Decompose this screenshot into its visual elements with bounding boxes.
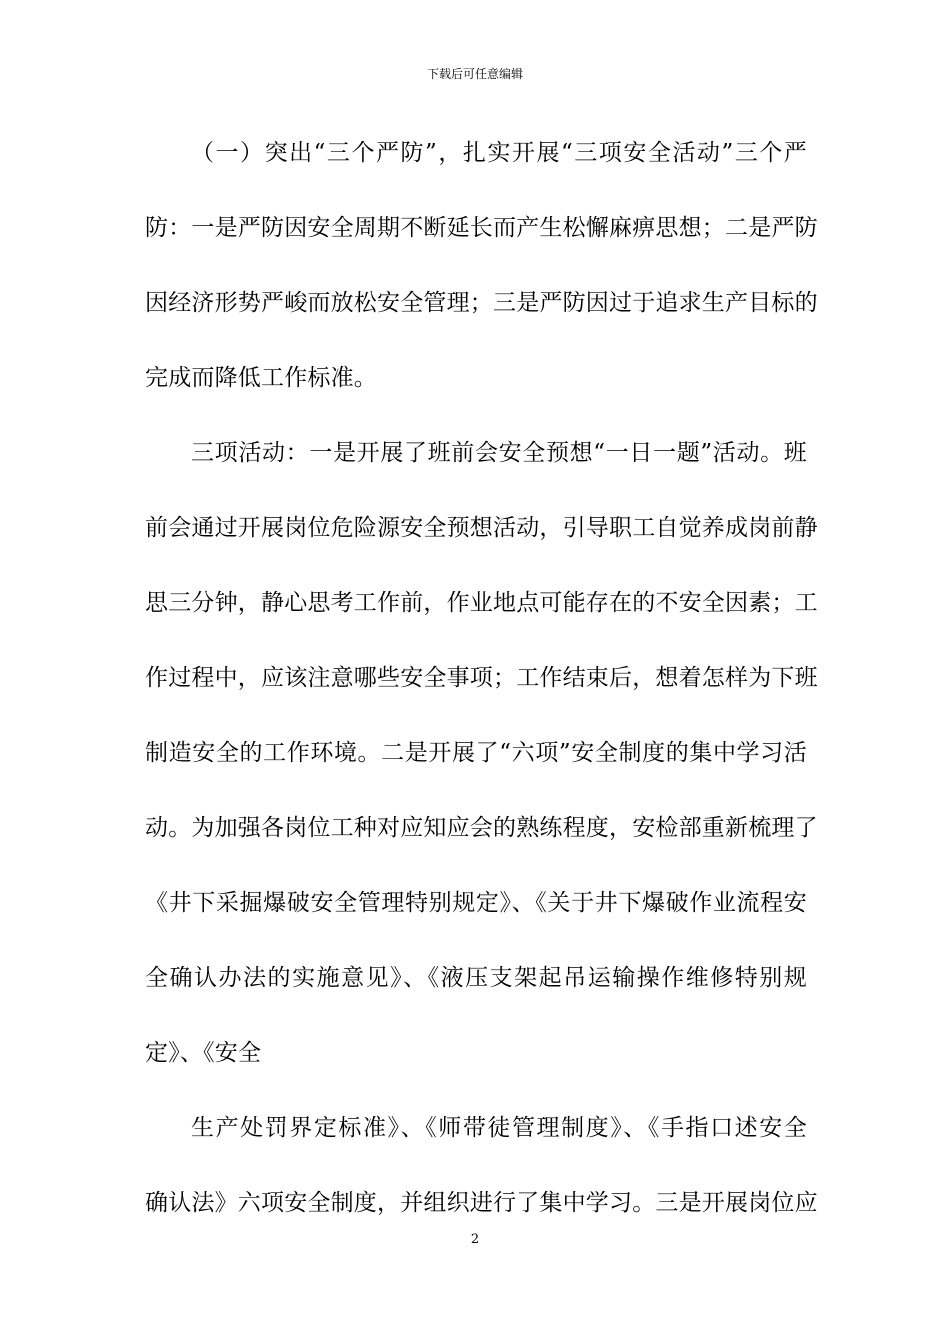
paragraph-line: 前会通过开展岗位危险源安全预想活动，引导职工自觉养成岗前静 <box>145 515 818 541</box>
paragraph-line: 因经济形势严峻而放松安全管理；三是严防因过于追求生产目标的 <box>145 290 818 316</box>
paragraph-line: 制造安全的工作环境。二是开展了“六项”安全制度的集中学习活 <box>145 740 807 766</box>
paragraph-line: 动。为加强各岗位工种对应知应会的熟练程度，安检部重新梳理了 <box>145 815 818 841</box>
paragraph-line: （一）突出“三个严防”，扎实开展“三项安全活动”三个严 <box>191 140 807 166</box>
paragraph-line: 思三分钟，静心思考工作前，作业地点可能存在的不安全因素；工 <box>145 590 818 616</box>
document-body <box>145 128 818 1253</box>
paragraph-line: 作过程中，应该注意哪些安全事项；工作结束后，想着怎样为下班 <box>145 665 818 691</box>
paragraph-line: 确认法》六项安全制度，并组织进行了集中学习。三是开展岗位应 <box>145 1190 818 1216</box>
paragraph-line: 定》、《安全 <box>145 1040 262 1066</box>
paragraph-line: 防：一是严防因安全周期不断延长而产生松懈麻痹思想；二是严防 <box>145 215 818 241</box>
paragraph-line: 完成而降低工作标准。 <box>145 365 377 391</box>
paragraph-line: 全确认办法的实施意见》、《液压支架起吊运输操作维修特别规 <box>145 965 807 991</box>
page-number: 2 <box>470 1232 480 1247</box>
paragraph-line: 三项活动：一是开展了班前会安全预想“一日一题”活动。班 <box>191 440 807 466</box>
page-header: 下载后可任意编辑 <box>426 67 523 81</box>
paragraph-line: 《井下采掘爆破安全管理特别规定》、《关于井下爆破作业流程安 <box>145 890 807 916</box>
paragraph-line: 生产处罚界定标准》、《师带徒管理制度》、《手指口述安全 <box>191 1115 807 1141</box>
